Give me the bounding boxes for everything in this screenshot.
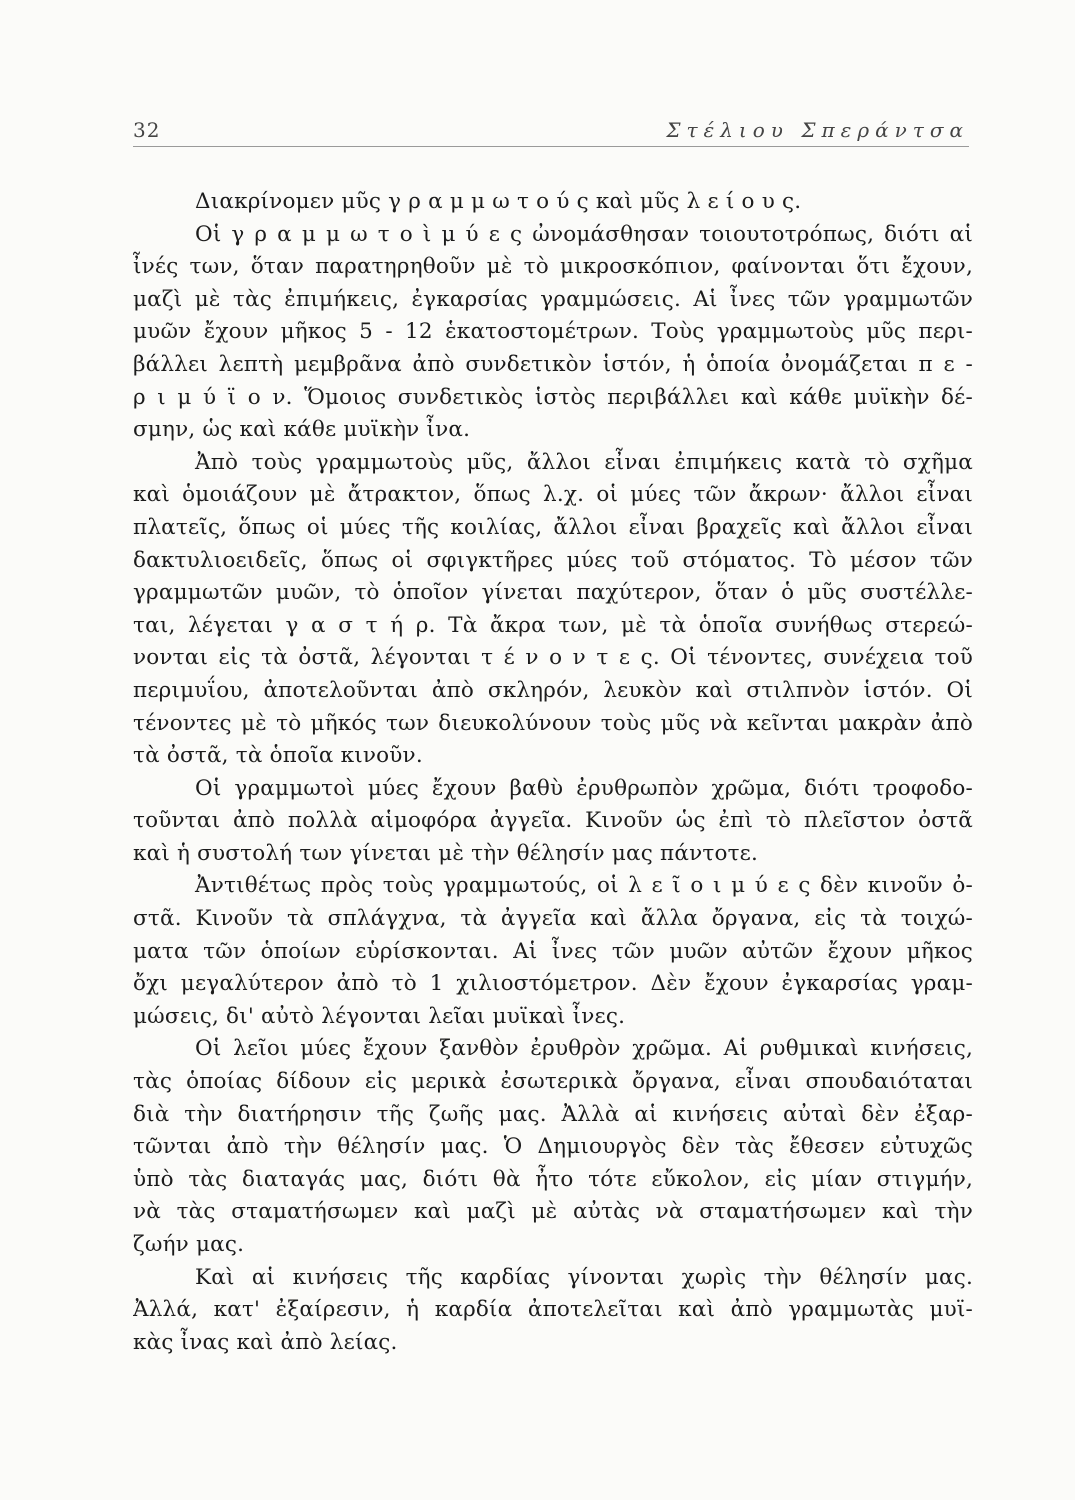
text-line: ζωήν μας. <box>133 1232 245 1257</box>
body-text <box>133 186 973 1359</box>
text-line: τῶνται ἀπὸ τὴν θέλησίν μας. Ὁ Δημιουργὸς δὲν τὰς ἔθεσεν εὐτυχῶς <box>133 1134 973 1160</box>
text-line: δακτυλιοειδεῖς, ὅπως οἱ σφιγκτῆρες μύες τοῦ στόματος. Τὸ μέσον τῶν <box>133 547 973 573</box>
text-line: περιμυΐου, ἀποτελοῦνται ἀπὸ σκληρόν, λευκὸν καὶ στιλπνὸν ἱστόν. Οἱ <box>133 677 973 703</box>
text-line: μώσεις, δι' αὐτὸ λέγονται λεῖαι μυϊκαὶ ἶνες. <box>133 1003 626 1029</box>
running-head: Στέλιου Σπεράντσα <box>666 118 969 142</box>
text-line: μαζὶ μὲ τὰς ἐπιμήκεις, ἐγκαρσίας γραμμώσεις. Αἱ ἶνες τῶν γραμμωτῶν <box>133 286 973 312</box>
page-header <box>133 110 969 147</box>
text-line: σμην, ὡς καὶ κάθε μυϊκὴν ἶνα. <box>133 417 471 443</box>
text-line: Οἱ λεῖοι μύες ἔχουν ξανθὸν ἐρυθρὸν χρῶμα. Αἱ ρυθμικαὶ κινήσεις, <box>195 1036 973 1062</box>
text-line: Διακρίνομεν μῦς γ ρ α μ μ ω τ ο ύ ς καὶ μῦς λ ε ί ο υ ς. <box>195 189 802 214</box>
text-line: βάλλει λεπτὴ μεμβρᾶνα ἀπὸ συνδετικὸν ἱστόν, ἡ ὁποία ὀνομάζεται π ε - <box>133 351 973 377</box>
text-line: ματα τῶν ὁποίων εὑρίσκονται. Αἱ ἶνες τῶν μυῶν αὐτῶν ἔχουν μῆκος <box>133 938 973 964</box>
text-line: τὰ ὀστᾶ, τὰ ὁποῖα κινοῦν. <box>133 743 423 769</box>
text-line: Καὶ αἱ κινήσεις τῆς καρδίας γίνονται χωρὶς τὴν θέλησίν μας. <box>195 1264 973 1290</box>
text-line: μυῶν ἔχουν μῆκος 5 - 12 ἑκατοστομέτρων. Τοὺς γραμμωτοὺς μῦς περι- <box>133 319 973 345</box>
text-line: στᾶ. Κινοῦν τὰ σπλάγχνα, τὰ ἀγγεῖα καὶ ἄλλα ὄργανα, εἰς τὰ τοιχώ- <box>133 906 973 932</box>
text-line: κὰς ἶνας καὶ ἀπὸ λείας. <box>133 1329 398 1355</box>
text-line: τοῦνται ἀπὸ πολλὰ αἱμοφόρα ἀγγεῖα. Κινοῦν ὡς ἐπὶ τὸ πλεῖστον ὀστᾶ <box>133 808 973 834</box>
text-line: Ἀντιθέτως πρὸς τοὺς γραμμωτούς, οἱ λ ε ῖ ο ι μ ύ ε ς δὲν κινοῦν ὀ- <box>195 873 973 899</box>
text-line: καὶ ὁμοιάζουν μὲ ἄτρακτον, ὅπως λ.χ. οἱ μύες τῶν ἄκρων· ἄλλοι εἶναι <box>133 482 973 508</box>
text-line: γραμμωτῶν μυῶν, τὸ ὁποῖον γίνεται παχύτερον, ὅταν ὁ μῦς συστέλλε- <box>133 580 973 606</box>
page-number: 32 <box>133 118 161 142</box>
text-line: ὑπὸ τὰς διαταγάς μας, διότι θὰ ἦτο τότε εὔκολον, εἰς μίαν στιγμήν, <box>133 1166 973 1192</box>
text-line: νονται εἰς τὰ ὀστᾶ, λέγονται τ έ ν ο ν τ ε ς. Οἱ τένοντες, συνέχεια τοῦ <box>133 645 973 671</box>
text-line: Οἱ γ ρ α μ μ ω τ ο ὶ μ ύ ε ς ὠνομάσθησαν τοιουτοτρόπως, διότι αἱ <box>195 221 973 247</box>
text-line: ται, λέγεται γ α σ τ ή ρ. Τὰ ἄκρα των, μὲ τὰ ὁποῖα συνήθως στερεώ- <box>133 612 973 638</box>
text-line: νὰ τὰς σταματήσωμεν καὶ μαζὶ μὲ αὐτὰς νὰ σταματήσωμεν καὶ τὴν <box>133 1199 973 1225</box>
text-line: Ἀλλά, κατ' ἐξαίρεσιν, ἡ καρδία ἀποτελεῖται καὶ ἀπὸ γραμμωτὰς μυϊ- <box>133 1297 973 1323</box>
text-line: ρ ι μ ύ ϊ ο ν. Ὅμοιος συνδετικὸς ἱστὸς περιβάλλει καὶ κάθε μυϊκὴν δέ- <box>133 384 973 410</box>
text-line: Ἀπὸ τοὺς γραμμωτοὺς μῦς, ἄλλοι εἶναι ἐπιμήκεις κατὰ τὸ σχῆμα <box>195 449 973 475</box>
text-line: Οἱ γραμμωτοὶ μύες ἔχουν βαθὺ ἐρυθρωπὸν χρῶμα, διότι τροφοδο- <box>195 775 973 801</box>
text-line: καὶ ἡ συστολή των γίνεται μὲ τὴν θέλησίν μας πάντοτε. <box>133 840 759 866</box>
text-line: ὄχι μεγαλύτερον ἀπὸ τὸ 1 χιλιοστόμετρον. Δὲν ἔχουν ἐγκαρσίας γραμ- <box>133 971 973 997</box>
text-line: τὰς ὁποίας δίδουν εἰς μερικὰ ἐσωτερικὰ ὄργανα, εἶναι σπουδαιόταται <box>133 1069 973 1095</box>
text-line: διὰ τὴν διατήρησιν τῆς ζωῆς μας. Ἀλλὰ αἱ κινήσεις αὐταὶ δὲν ἐξαρ- <box>133 1101 973 1127</box>
text-line: πλατεῖς, ὅπως οἱ μύες τῆς κοιλίας, ἄλλοι εἶναι βραχεῖς καὶ ἄλλοι εἶναι <box>133 514 973 540</box>
text-line: ἶνές των, ὅταν παρατηρηθοῦν μὲ τὸ μικροσκόπιον, φαίνονται ὅτι ἔχουν, <box>133 254 973 280</box>
text-line: τένοντες μὲ τὸ μῆκός των διευκολύνουν τοὺς μῦς νὰ κεῖνται μακρὰν ἀπὸ <box>133 710 973 736</box>
